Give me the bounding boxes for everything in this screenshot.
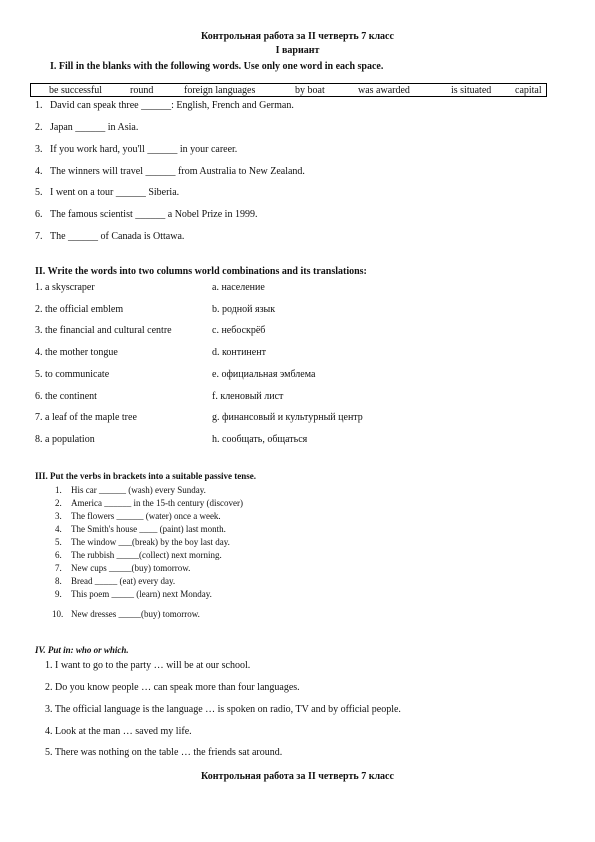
list-item (55, 563, 190, 573)
list-item: 4. Look at the man … saved my life. (45, 726, 192, 737)
list-item (35, 144, 237, 155)
item-text: The window ___(break) by the boy last day. (71, 537, 230, 547)
section2-heading: II. Write the words into two columns world combinations and its translations: (35, 266, 367, 277)
list-item: 1. a skyscraper (35, 282, 95, 293)
list-item: 2. Do you know people … can speak more than four languages. (45, 682, 300, 693)
item-text: If you work hard, you'll ______ in your career. (50, 144, 238, 155)
item-text: The ______ of Canada is Ottawa. (50, 231, 185, 242)
word-bank (30, 83, 547, 97)
list-item (35, 166, 305, 177)
list-item (35, 209, 257, 220)
item-number: 7. (35, 231, 43, 242)
item-number: 4. (55, 524, 62, 534)
item-number: 5. (35, 187, 43, 198)
list-item (35, 100, 294, 111)
list-item (35, 231, 184, 242)
list-item: d. континент (212, 347, 266, 358)
list-item (55, 550, 222, 560)
list-item (55, 576, 175, 586)
footer-title: Контрольная работа за II четверть 7 класс (201, 771, 394, 782)
word-bank-item: round (130, 85, 154, 96)
item-text: The famous scientist ______ a Nobel Prize in 1999. (50, 209, 258, 220)
word-bank-item: be successful (49, 85, 103, 96)
list-item (35, 122, 138, 133)
list-item: 6. the continent (35, 391, 97, 402)
list-item: 8. a population (35, 434, 95, 445)
word-bank-item: foreign languages (184, 85, 256, 96)
item-number: 1. (35, 100, 43, 111)
word-bank-item: was awarded (358, 85, 410, 96)
section3-heading: III. Put the verbs in brackets into a suitable passive tense. (35, 471, 257, 481)
list-item: a. население (212, 282, 265, 293)
list-item: c. небоскрёб (212, 325, 266, 336)
item-number: 1. (55, 485, 62, 495)
item-number: 5. (55, 537, 62, 547)
list-item: h. сообщать, общаться (212, 434, 308, 445)
list-item: 2. the official emblem (35, 304, 124, 315)
item-text: I went on a tour ______ Siberia. (50, 187, 180, 198)
list-item: 5. to communicate (35, 369, 110, 380)
item-text: Bread _____ (eat) every day. (71, 576, 176, 586)
item-text: Japan ______ in Asia. (50, 122, 139, 133)
list-item: 3. The official language is the language … is spoken on radio, TV and by official people. (45, 704, 401, 715)
list-item (55, 485, 206, 495)
item-text: New cups _____(buy) tomorrow. (71, 563, 191, 573)
variant-label: I вариант (275, 45, 320, 56)
list-item (55, 498, 243, 508)
item-text: The Smith's house ____ (paint) last month. (71, 524, 226, 534)
item-text: The winners will travel ______ from Australia to New Zealand. (50, 166, 305, 177)
word-bank-item: by boat (295, 85, 325, 96)
item-number: 6. (55, 550, 62, 560)
list-item: 4. the mother tongue (35, 347, 118, 358)
item-text: This poem _____ (learn) next Monday. (71, 589, 212, 599)
item-number: 6. (35, 209, 43, 220)
list-item (35, 187, 179, 198)
list-item: 7. a leaf of the maple tree (35, 412, 137, 423)
item-number: 10. (52, 609, 64, 619)
item-number: 7. (55, 563, 62, 573)
list-item (55, 511, 221, 521)
item-number: 2. (55, 498, 62, 508)
list-item (55, 524, 226, 534)
list-item: g. финансовый и культурный центр (212, 412, 363, 423)
item-number: 3. (55, 511, 62, 521)
list-item: e. официальная эмблема (212, 369, 316, 380)
list-item: 3. the financial and cultural centre (35, 325, 172, 336)
item-text: The flowers ______ (water) once a week. (71, 511, 221, 521)
item-text: America ______ in the 15-th century (discover) (71, 498, 243, 508)
item-number: 9. (55, 589, 62, 599)
item-text: New dresses _____(buy) tomorrow. (71, 609, 200, 619)
list-item (52, 609, 200, 619)
item-number: 8. (55, 576, 62, 586)
item-text: The rubbish _____(collect) next morning. (71, 550, 222, 560)
list-item: b. родной язык (212, 304, 276, 315)
list-item (55, 537, 230, 547)
list-item: 5. There was nothing on the table … the friends sat around. (45, 747, 283, 758)
item-number: 3. (35, 144, 43, 155)
list-item: f. кленовый лист (212, 391, 284, 402)
item-text: His car ______ (wash) every Sunday. (71, 485, 206, 495)
item-text: David can speak three ______: English, French and German. (50, 100, 294, 111)
item-number: 2. (35, 122, 43, 133)
item-number: 4. (35, 166, 43, 177)
list-item (55, 589, 212, 599)
list-item: 1. I want to go to the party … will be at our school. (45, 660, 251, 671)
word-bank-item: capital (515, 85, 542, 96)
section4-heading: IV. Put in: who or which. (35, 645, 129, 655)
section1-heading: I. Fill in the blanks with the following words. Use only one word in each space. (50, 61, 384, 72)
page-title: Контрольная работа за II четверть 7 класс (201, 31, 394, 42)
word-bank-item: is situated (451, 85, 492, 96)
